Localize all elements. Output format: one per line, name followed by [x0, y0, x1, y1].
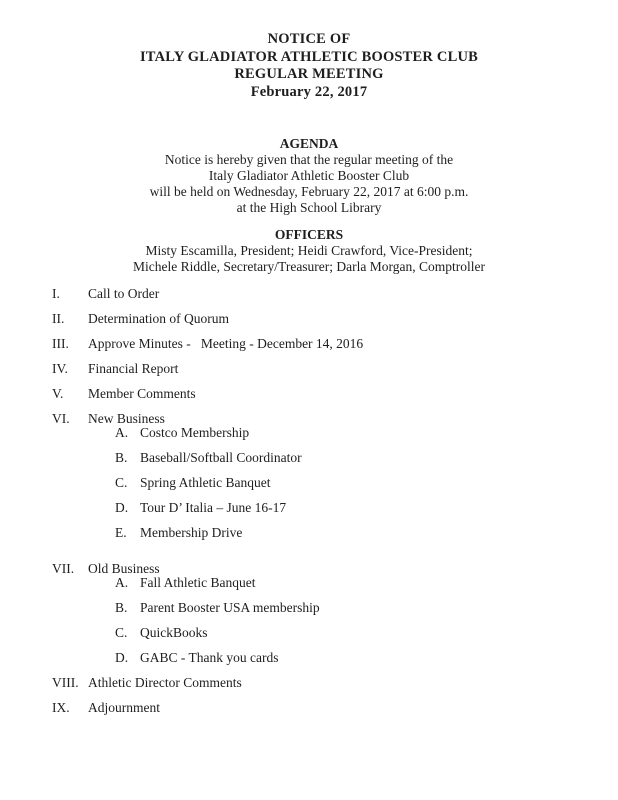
- agenda-item-determination-of-quorum: [52, 312, 618, 326]
- subitem-text: Spring Athletic Banquet: [140, 475, 271, 490]
- agenda-subitem-membership-drive: [52, 526, 618, 540]
- subitem-text: QuickBooks: [140, 625, 208, 640]
- subitem-letter: E.: [115, 525, 127, 540]
- title-line-notice-of: NOTICE OF: [267, 31, 351, 47]
- agenda-item-old-business: [52, 562, 618, 576]
- document-title-block: [0, 0, 618, 101]
- item-numeral: I.: [52, 286, 60, 301]
- subitem-text: Membership Drive: [140, 525, 243, 540]
- agenda-item-member-comments: [52, 387, 618, 401]
- item-numeral: VI.: [52, 411, 70, 426]
- item-text: Adjournment: [88, 700, 160, 715]
- agenda-subitem-gabc-thank-you-cards: [52, 651, 618, 665]
- item-numeral: IX.: [52, 700, 70, 715]
- agenda-item-financial-report: [52, 362, 618, 376]
- agenda-subitem-fall-athletic-banquet: [52, 576, 618, 590]
- subitem-letter: A.: [115, 425, 129, 440]
- agenda-item-adjournment: [52, 701, 618, 715]
- agenda-item-approve-minutes: [52, 337, 618, 351]
- title-line-organization: ITALY GLADIATOR ATHLETIC BOOSTER CLUB: [139, 48, 479, 65]
- item-numeral: II.: [52, 311, 65, 326]
- item-text: Athletic Director Comments: [88, 675, 242, 690]
- item-numeral: IV.: [52, 361, 68, 376]
- item-numeral: V.: [52, 386, 64, 401]
- agenda-item-list: [52, 287, 618, 715]
- subitem-letter: A.: [115, 575, 129, 590]
- item-text: New Business: [88, 411, 165, 426]
- item-text: Member Comments: [88, 386, 196, 401]
- agenda-notice-line: Italy Gladiator Athletic Booster Club: [208, 168, 410, 183]
- subitem-text: Fall Athletic Banquet: [140, 575, 256, 590]
- item-text: Financial Report: [88, 361, 179, 376]
- agenda-subitem-costco-membership: [52, 426, 618, 440]
- item-numeral: III.: [52, 336, 69, 351]
- agenda-subitem-baseball-softball-coordinator: [52, 451, 618, 465]
- subitem-letter: C.: [115, 625, 128, 640]
- item-text: Determination of Quorum: [88, 311, 229, 326]
- subitem-text: Costco Membership: [140, 425, 250, 440]
- agenda-subitem-tour-d-italia: [52, 501, 618, 515]
- officers-line: Michele Riddle, Secretary/Treasurer; Darla Morgan, Comptroller: [132, 258, 486, 274]
- item-numeral: VIII.: [52, 675, 79, 690]
- subitem-text: Parent Booster USA membership: [140, 600, 320, 615]
- title-line-meeting-type: REGULAR MEETING: [234, 66, 384, 82]
- subitem-letter: B.: [115, 450, 128, 465]
- item-numeral: VII.: [52, 561, 75, 576]
- agenda-subitem-spring-athletic-banquet: [52, 476, 618, 490]
- title-line-date: February 22, 2017: [250, 83, 368, 100]
- subitem-text: Baseball/Softball Coordinator: [140, 450, 302, 465]
- agenda-heading: AGENDA: [279, 136, 339, 151]
- agenda-item-new-business: [52, 412, 618, 426]
- subitem-text: GABC - Thank you cards: [140, 650, 279, 665]
- subitem-letter: B.: [115, 600, 128, 615]
- officers-section: [0, 227, 618, 274]
- subitem-letter: D.: [115, 500, 129, 515]
- subitem-text: Tour D’ Italia – June 16-17: [140, 500, 287, 515]
- agenda-subitem-quickbooks: [52, 626, 618, 640]
- item-text: Approve Minutes - Meeting - December 14, 2016: [88, 336, 364, 351]
- agenda-notice-line: at the High School Library: [236, 200, 382, 215]
- subitem-letter: C.: [115, 475, 128, 490]
- item-text: Old Business: [88, 561, 160, 576]
- agenda-notice-line: will be held on Wednesday, February 22, 2017 at 6:00 p.m.: [149, 184, 469, 199]
- officers-line: Misty Escamilla, President; Heidi Crawford, Vice-President;: [145, 243, 473, 258]
- officers-heading: OFFICERS: [274, 227, 344, 242]
- agenda-item-call-to-order: [52, 287, 618, 301]
- agenda-item-athletic-director-comments: [52, 676, 618, 690]
- agenda-subitem-parent-booster-usa-membership: [52, 601, 618, 615]
- agenda-notice-line: Notice is hereby given that the regular meeting of the: [164, 152, 454, 167]
- item-text: Call to Order: [88, 286, 160, 301]
- agenda-section: [0, 136, 618, 216]
- subitem-letter: D.: [115, 650, 129, 665]
